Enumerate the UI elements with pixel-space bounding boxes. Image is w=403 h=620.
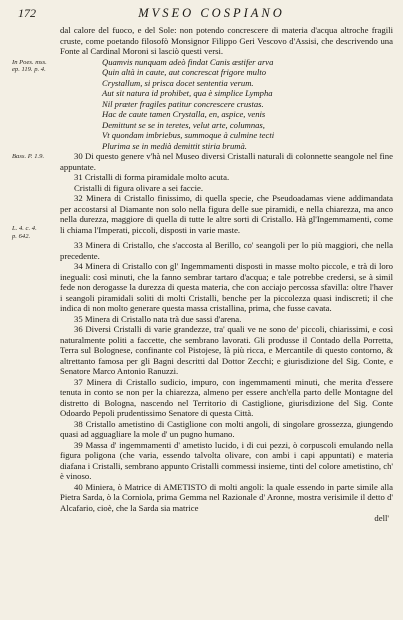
paragraph-31b: Cristalli di figura olivare a sei faccie. bbox=[74, 182, 204, 193]
verse-line: Vt quondam imbriebus, summoque à culmine tecti bbox=[102, 130, 275, 140]
verse-line: Aut sit natura id prohibet, qua è simplice Lympha bbox=[102, 88, 273, 98]
page-header bbox=[12, 6, 393, 25]
verse-line: Hac de caute tamen Crystalla, en, aspice, venis bbox=[102, 109, 266, 119]
paragraph-37: 37 Minera di Cristallo sudicio, impuro, con ingemmamenti minuti, che merita d'essere tenuta in conto se non per la chiarezza, almeno per essere anch'ella parto delle Montagne del distretto di Bologna, nascendo nel Territorio di Castiglione, giurisdizione del Sig. Conte Odoardo Pepoli prudentissimo Senatore di questa Città. bbox=[60, 376, 393, 418]
verse-row bbox=[12, 57, 393, 152]
paragraph-30: 30 Di questo genere v'hà nel Museo diversi Cristalli naturali di colonnette seangole nel fine appuntate. bbox=[60, 151, 393, 172]
paragraph-33: 33 Minera di Cristallo, che s'accosta al Berillo, co' seangoli per lo più maggiori, che nella precedente. bbox=[60, 240, 393, 261]
paragraph-39: 39 Massa d' ingemmamenti d' ametisto lucido, i di cui pezzi, ò corpuscoli emulando nella figura poligona (che varia, essendo talvolta olivare, con ambi i capi appuntati) e materia diafana i Cristalli, sembrano appunto Cristalli commessi insieme, tinti del colore ametistino, ch' è vinoso. bbox=[60, 439, 393, 481]
verse-line: Quamvis nunquam adeò findat Canis æstifer arva bbox=[102, 56, 274, 67]
paragraph-36: 36 Diversi Cristalli di varie grandezze, tra' quali ve ne sono de' piccoli, chiarissimi, e così naturalmente politi a faccette, che sembrano lavorati. Gli produsse il Contado della Porretta, Terra sul Bolognese, confinante col Pistojese, là più ricca, e Mercantile di questo contorno, & altrettanto famosa per gli Bagni descritti dal Dottor Zecchi; e giurisdizione del Sig. Conte, e Senatore Marco Antonio Ranuzzi. bbox=[60, 324, 393, 376]
paragraph-34: 34 Minera di Cristallo con gl' Ingemmamenti disposti in masse molto piccole, e trà di loro ineguali: così minuti, che la fanno sembrar tartaro d'acqua; e tale potrebbe credersi, se à simil fede non derogasse la durezza di questa materia, che con acciajo percossa sfavilla: oltre l'haver i seangoli piramidali soliti di molti Cristalli, benche per la piccolezza quasi indiscreti; il che indica di non molto generare questa massa cristallina, prima, che fusse cavata. bbox=[60, 261, 393, 313]
verse-line: Demittunt se se in teretes, velut arte, columnas, bbox=[102, 119, 265, 130]
page-number: 172 bbox=[18, 6, 36, 20]
paragraph-32-row bbox=[12, 193, 393, 240]
verse-line: Plurima se in medià demittit stiria brumà. bbox=[102, 140, 247, 151]
catchword: dell' bbox=[374, 513, 389, 523]
paragraph-32: 32 Minera di Cristallo finissimo, di quella specie, che Pseudoadamas viene addimandata per accostarsi al Diamante non solo nella figura delle sue piramidi, e nella chiarezza, ma anco nella durezza, maggiore di quella di tutte le altre sorti di Cristallo. Hà gl'Ingemmamenti, come li chiama l'Imperati, piccoli, disposti in varie maste. bbox=[60, 193, 393, 235]
running-title: MVSEO COSPIANO bbox=[138, 6, 285, 20]
paragraph-38: 38 Cristallo ametistino di Castiglione con molti angoli, di singolare grossezza, giungendo quasi ad agguagliare la mole d' un pugno humano. bbox=[60, 418, 393, 439]
sidenote-poes: In Poes. mss. ep. 119. p. 4. bbox=[12, 58, 47, 73]
verse-line: Crystallum, si prisca docet sententia verum. bbox=[102, 77, 254, 88]
latin-verse bbox=[60, 57, 393, 152]
paragraph-30-row bbox=[12, 151, 393, 172]
opening-paragraph: dal calore del fuoco, e del Sole: non potendo concrescere di materia d'acqua altroche fragili cruste, come poetando filosofò Monsignor Filippo Geri Vescovo d'Assisi, che descrivendo una Fonte al Cardinal Moroni si lasciò questi versi. bbox=[60, 25, 393, 56]
sidenote-imperati: L. 4. c. 4. p. 642. bbox=[12, 225, 37, 240]
opening-row bbox=[12, 25, 393, 57]
paragraph-40: 40 Miniera, ò Matrice di AMETISTO di molti angoli: la quale essendo in parte simile alla Pietra Sarda, ò la Corniola, prima Gemma nel Razionale d' Aronne, mostra verisimile il detto d' Alcafario, cioè, che la Sarda sia matrice bbox=[60, 481, 393, 513]
verse-line: Quin altà in caute, aut concrescat frigore multo bbox=[102, 67, 267, 77]
sidenote-bass: Bass. P. 1.9. bbox=[12, 153, 45, 160]
paragraph-35: 35 Minera di Cristallo nata trà due sassi d'arena. bbox=[74, 313, 242, 324]
verse-line: Nil præter fragiles patitur concrescere crustas. bbox=[102, 98, 264, 109]
paragraph-31: 31 Cristalli di forma piramidale molto acuta. bbox=[74, 172, 230, 182]
